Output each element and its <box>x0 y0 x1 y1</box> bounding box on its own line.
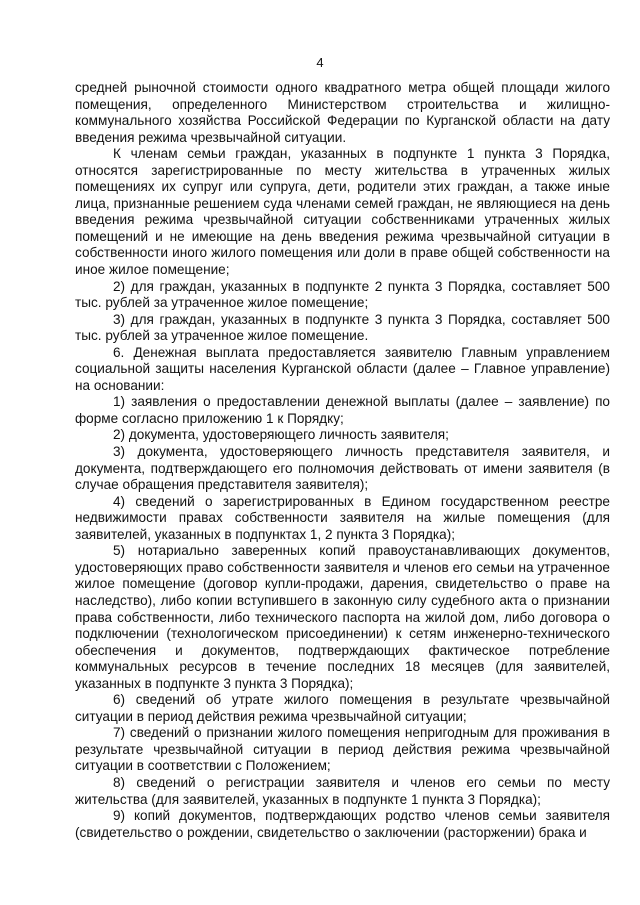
paragraph: 4) сведений о зарегистрированных в Едином государственном реестре недвижимости правах собственности заявителя на жилые помещения (для заявителей, указанных в подпунктах 1, 2 пункта 3 Порядка); <box>75 493 610 542</box>
paragraph: 2) для граждан, указанных в подпункте 2 пункта 3 Порядка, составляет 500 тыс. рублей за утраченное жилое помещение; <box>75 278 610 311</box>
paragraph: 9) копий документов, подтверждающих родство членов семьи заявителя (свидетельство о рождении, свидетельство о заключении (расторжении) брака и <box>75 808 610 840</box>
paragraph: 3) для граждан, указанных в подпункте 3 пункта 3 Порядка, составляет 500 тыс. рублей за утраченное жилое помещение. <box>75 311 610 344</box>
paragraph: К членам семьи граждан, указанных в подпункте 1 пункта 3 Порядка, относятся зарегистрированные по месту жительства в утраченных жилых помещениях их супруг или супруга, дети, родители этих граждан, а также иные лица, признанные решением суда членами семей граждан, не являющиеся на день введения режима чрезвычайной ситуации собственниками утраченных жилых помещений и не имеющие на день введения режима чрезвычайной ситуации в собственности иного жилого помещения или доли в праве общей собственности на иное жилое помещение; <box>75 146 610 278</box>
document-body <box>75 80 610 841</box>
paragraph: 6. Денежная выплата предоставляется заявителю Главным управлением социальной защиты населения Курганской области (далее – Главное управление) на основании: <box>75 344 610 393</box>
paragraph: 1) заявления о предоставлении денежной выплаты (далее – заявление) по форме согласно приложению 1 к Порядку; <box>75 394 610 426</box>
page-number: 4 <box>316 55 324 70</box>
paragraph: 7) сведений о признании жилого помещения непригодным для проживания в результате чрезвычайной ситуации в период действия режима чрезвычайной ситуации в соответствии с Положением; <box>75 725 610 774</box>
paragraph: 5) нотариально заверенных копий правоустанавливающих документов, удостоверяющих право собственности заявителя и членов его семьи на утраченное жилое помещение (договор купли-продажи, дарения, свидетельство о праве на наследство), либо копии вступившего в законную силу судебного акта о признании права собственности, либо технического паспорта на жилой дом, либо договора о подключении (технологическом присоединении) к сетям инженерно-технического обеспечения и документов, подтверждающих фактическое потребление коммунальных ресурсов в течение последних 18 месяцев (для заявителей, указанных в подпункте 3 пункта 3 Порядка); <box>75 543 610 691</box>
paragraph: 3) документа, удостоверяющего личность представителя заявителя, и документа, подтверждающего его полномочия действовать от имени заявителя (в случае обращения представителя заявителя); <box>75 444 610 493</box>
paragraph: 6) сведений об утрате жилого помещения в результате чрезвычайной ситуации в период действия режима чрезвычайной ситуации; <box>75 692 610 724</box>
paragraph: средней рыночной стоимости одного квадратного метра общей площади жилого помещения, определенного Министерством строительства и жилищно-коммунального хозяйства Российской Федерации по Курганской области на дату введения режима чрезвычайной ситуации. <box>75 80 610 145</box>
paragraph: 2) документа, удостоверяющего личность заявителя; <box>113 427 449 443</box>
paragraph: 8) сведений о регистрации заявителя и членов его семьи по месту жительства (для заявителей, указанных в подпункте 1 пункта 3 Порядка); <box>75 774 610 807</box>
